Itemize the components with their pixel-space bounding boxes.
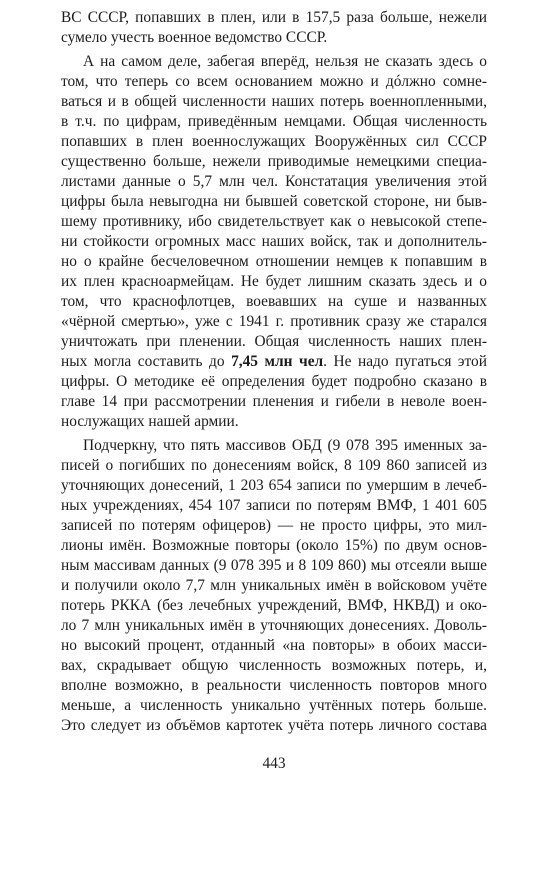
book-page [61,8,487,868]
text-line: цифры была невыгодна ни бывшей советской стороне, ни быв- [61,193,487,210]
text-line: уничтожать при пленении. Общая численность наших плен- [61,333,487,350]
text-line: но высокий процент, отданный «на повторы» в обоих масси- [61,637,487,654]
text-line: их плен красноармейцам. Не будет лишним сказать здесь и о [61,273,487,290]
text-line: ных учреждениях, 454 107 записи по потерям ВМФ, 1 401 605 [61,497,487,514]
text-segment: . Не надо пугаться этой [323,353,487,370]
text-line: существенно больше, нежели приводимые немецкими специа- [61,153,487,170]
text-line: меньше, а численность уникально учтённых потерь больше. [61,697,487,714]
bold-figure: 7,45 млн чел [231,353,324,370]
text-line: писей о погибших по донесениям войск, 8 109 860 записей из [61,457,487,474]
text-line: лионы имён. Возможные повторы (около 15%) по двум основ- [61,537,487,554]
text-line: «чёрной смертью», уже с 1941 г. противник сразу же старался [61,313,487,330]
text-line: шему противнику, ибо свидетельствует как о невысокой степе- [61,213,487,230]
paragraph-first-line: Подчеркну, что пять массивов ОБД (9 078 395 именных за- [83,437,487,454]
page-number: 443 [262,755,286,772]
text-line: но о крайне бесчеловечном отношении немцев к попавшим в [61,253,487,270]
text-line: Это следует из объёмов картотек учёта потерь личного состава [61,717,487,734]
text-line: попавших в плен военнослужащих Вооружённых сил СССР [61,133,487,150]
text-line: листами данные о 5,7 млн чел. Констатация увеличения этой [61,173,487,190]
text-line: ло 7 млн уникальных имён в уточняющих донесениях. Доволь- [61,617,487,634]
text-line: в т.ч. по цифрам, приведённым немцами. Общая численность [61,113,487,130]
text-line: ваться и в общей численности наших потерь военнопленными, [61,93,487,110]
text-line-with-bold [61,352,487,372]
text-line: уточняющих донесений, 1 203 654 записи по умершим в лечеб- [61,477,487,494]
text-line: вполне возможно, в реальности численность повторов много [61,677,487,694]
text-line: ВС СССР, попавших в плен, или в 157,5 раза больше, нежели [61,9,487,26]
text-line: том, что теперь со всем основанием можно и дóлжно сомне- [61,73,487,90]
text-line: вах, скрадывает общую численность возможных потерь, и, [61,657,487,674]
paragraph-first-line: А на самом деле, забегая вперёд, нельзя не сказать здесь о [83,53,487,70]
text-line: цифры. О методике её определения будет подробно сказано в [61,373,487,390]
text-line: ным массивам данных (9 078 395 и 8 109 860) мы отсеяли выше [61,557,487,574]
text-line: и получили около 7,7 млн уникальных имён в войсковом учёте [61,577,487,594]
text-line: ни стойкости огромных масс наших войск, так и дополнитель- [61,233,487,250]
text-segment: ных могла составить до [61,353,232,370]
text-line: нослужащих нашей армии. [61,413,239,430]
text-line: сумело учесть военное ведомство СССР. [61,29,328,46]
text-line: том, что краснофлотцев, воевавших на суше и названных [61,293,487,310]
text-line: записей по потерям офицеров) — не просто цифры, это мил- [61,517,487,534]
text-line: потерь РККА (без лечебных учреждений, ВМФ, НКВД) и око- [61,597,487,614]
text-line: главе 14 при рассмотрении пленения и гибели в неволе воен- [61,393,487,410]
